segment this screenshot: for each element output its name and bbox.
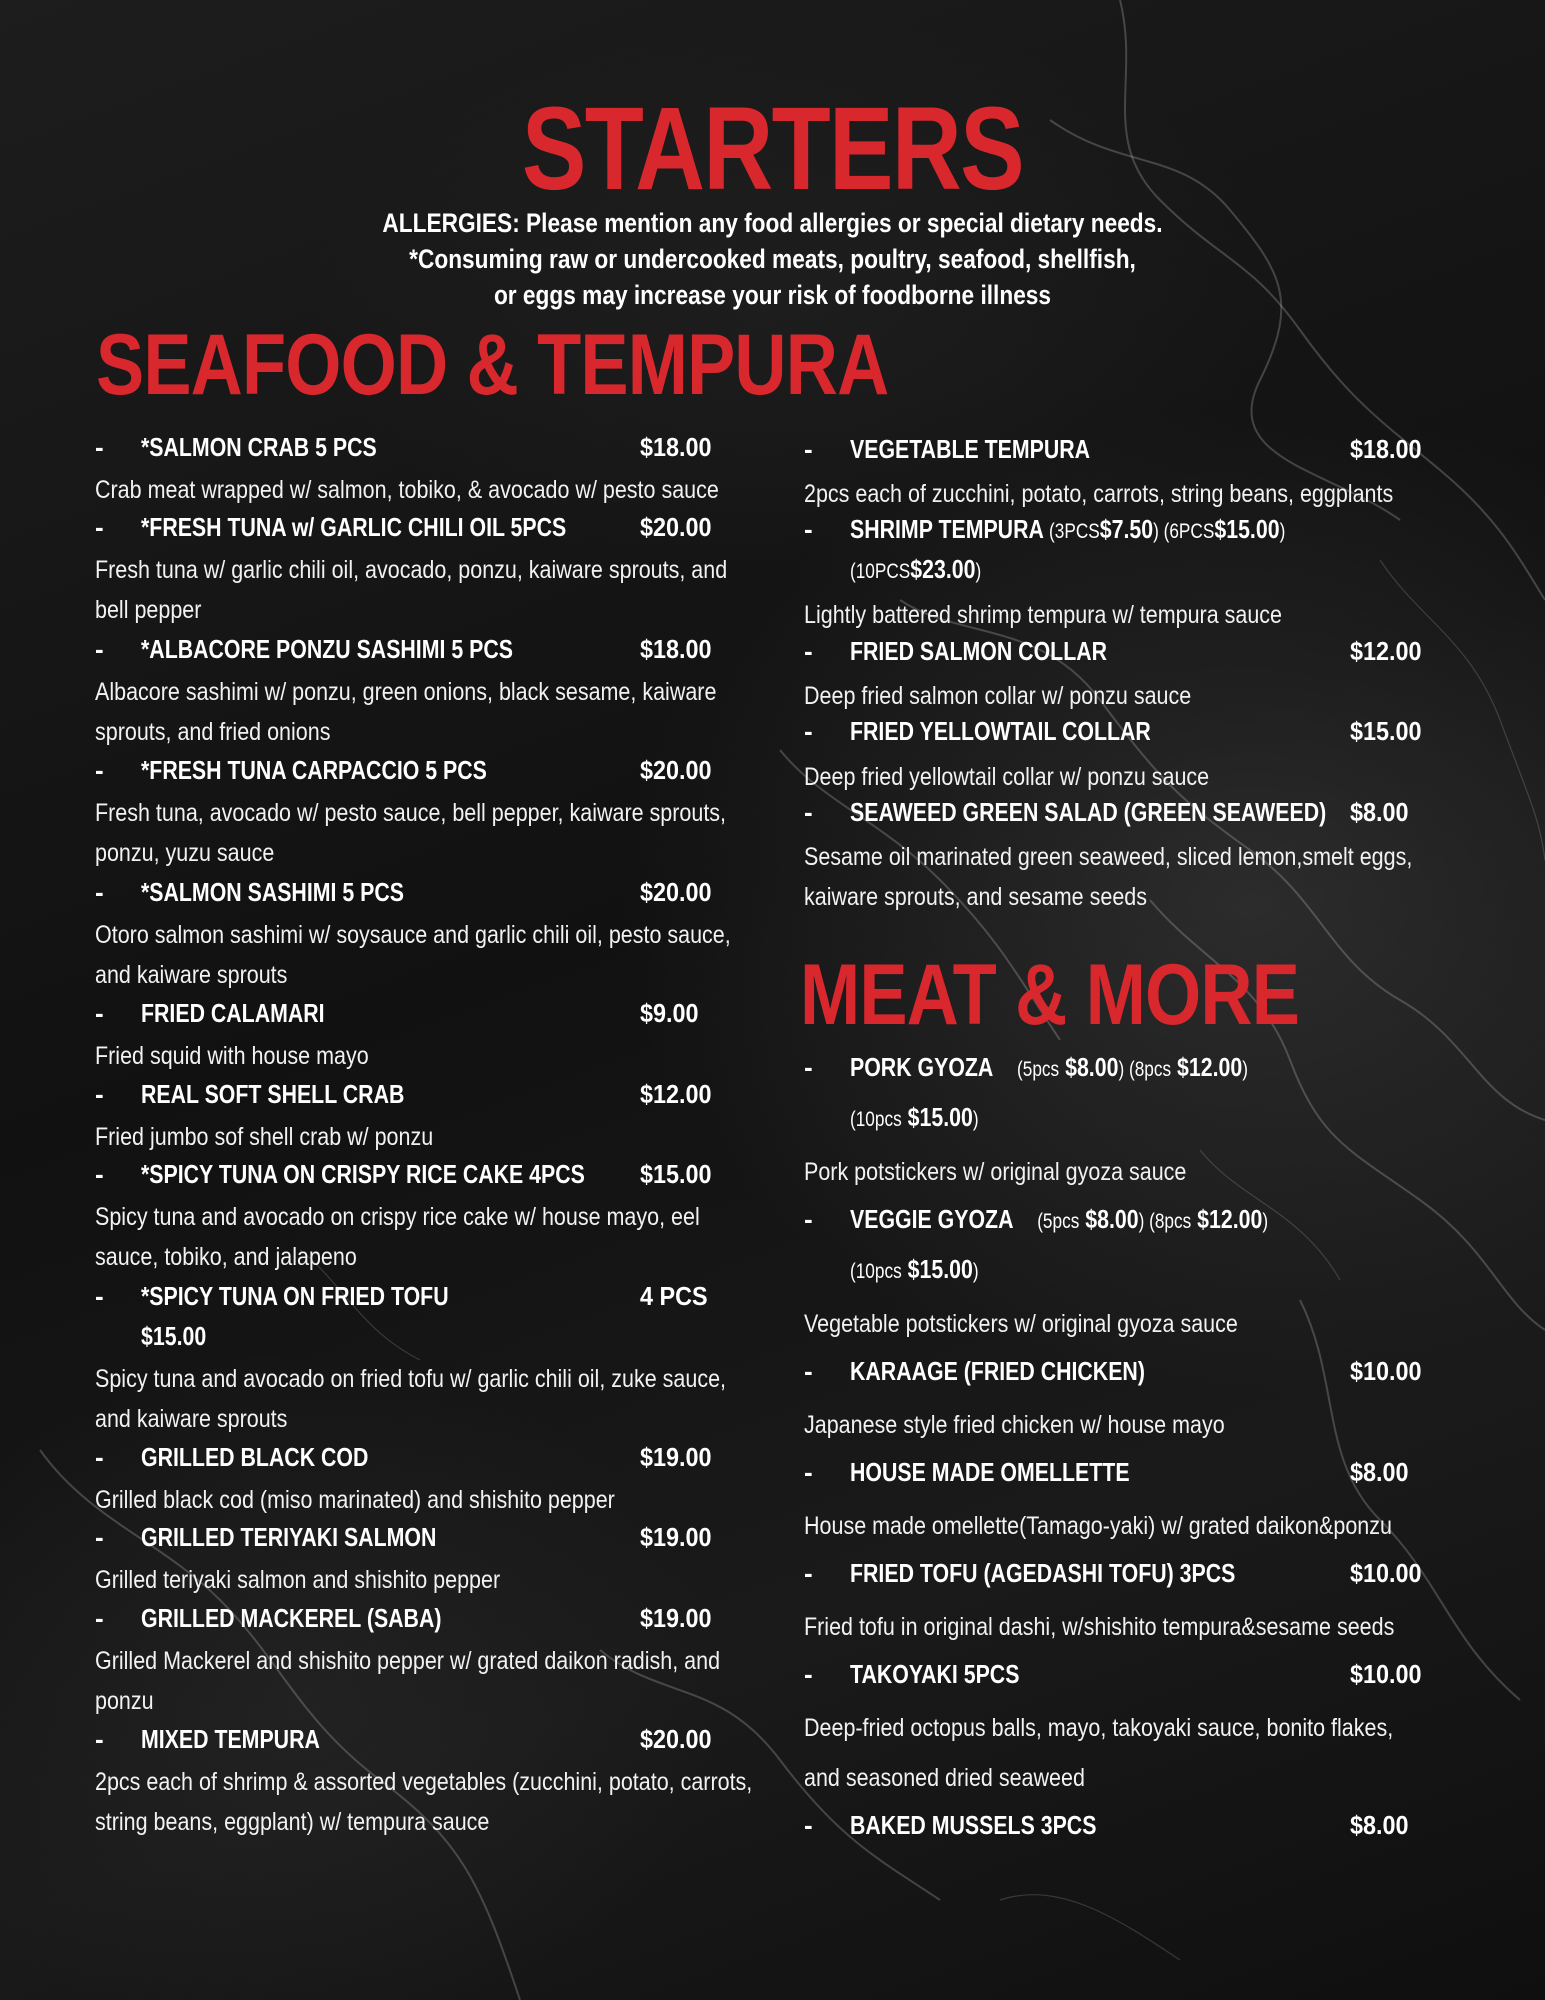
- option-label: (10pcs: [850, 1108, 902, 1131]
- option-price: $8.00: [1085, 1204, 1139, 1234]
- option-price: $12.00: [1177, 1052, 1243, 1082]
- item-dash: -: [95, 512, 104, 542]
- item-description: Spicy tuna and avocado on crispy rice cake w/ house mayo, eel: [95, 1203, 700, 1231]
- item-name-with-options: [850, 1204, 1268, 1235]
- item-description: Crab meat wrapped w/ salmon, tobiko, & avocado w/ pesto sauce: [95, 476, 719, 504]
- item-description: Fresh tuna, avocado w/ pesto sauce, bell pepper, kaiware sprouts,: [95, 799, 727, 827]
- option-label: ) (8pcs: [1118, 1058, 1172, 1081]
- item-name: KARAAGE (FRIED CHICKEN): [850, 1356, 1145, 1386]
- menu-item-row: [95, 1159, 795, 1197]
- item-dash: -: [804, 514, 813, 544]
- menu-item-row: [95, 432, 795, 470]
- item-dash: -: [804, 636, 813, 666]
- item-dash: -: [95, 755, 104, 785]
- item-description: Grilled black cod (miso marinated) and shishito pepper: [95, 1486, 615, 1514]
- item-name: GRILLED MACKEREL (SABA): [141, 1603, 442, 1633]
- item-price: $18.00: [1350, 434, 1422, 464]
- item-price: $19.00: [640, 1603, 712, 1633]
- item-name: FRIED TOFU (AGEDASHI TOFU) 3PCS: [850, 1558, 1236, 1588]
- item-name: FRIED YELLOWTAIL COLLAR: [850, 716, 1151, 746]
- menu-item-row: [95, 1442, 795, 1480]
- item-description: 2pcs each of zucchini, potato, carrots, string beans, eggplants: [804, 480, 1394, 508]
- item-description: House made omellette(Tamago-yaki) w/ grated daikon&ponzu: [804, 1512, 1392, 1540]
- menu-item-row: [95, 1079, 795, 1117]
- item-name: *SALMON SASHIMI 5 PCS: [141, 877, 404, 907]
- allergy-line: *Consuming raw or undercooked meats, poultry, seafood, shellfish,: [409, 244, 1136, 274]
- item-name-with-options: [850, 1052, 1248, 1083]
- section-heading-meat: MEAT & MORE: [800, 947, 1300, 1043]
- menu-item-row: [95, 998, 795, 1036]
- item-dash: -: [95, 432, 104, 462]
- item-price: $8.00: [1350, 1457, 1409, 1487]
- item-description: bell pepper: [95, 596, 202, 624]
- item-dash: -: [804, 1659, 813, 1689]
- item-dash: -: [95, 1603, 104, 1633]
- option-label: ): [972, 1260, 979, 1283]
- menu-item-row: [804, 797, 1524, 835]
- item-options-second-line: [850, 554, 981, 585]
- item-dash: -: [95, 877, 104, 907]
- item-description: Deep fried yellowtail collar w/ ponzu sauce: [804, 763, 1210, 791]
- item-price: $10.00: [1350, 1659, 1422, 1689]
- item-name: FRIED SALMON COLLAR: [850, 636, 1108, 666]
- item-price-secondary: $15.00: [141, 1321, 207, 1351]
- menu-item-row: [804, 1204, 1524, 1284]
- option-label: (3PCS: [1049, 520, 1100, 543]
- item-description: Fried jumbo sof shell crab w/ ponzu: [95, 1123, 434, 1151]
- menu-item-row: [95, 1724, 795, 1762]
- menu-item-row: [804, 1810, 1524, 1848]
- item-dash: -: [804, 1356, 813, 1386]
- item-options-second-line: [850, 1254, 979, 1285]
- option-label: ): [972, 1108, 979, 1131]
- item-dash: -: [804, 434, 813, 464]
- item-price: $8.00: [1350, 797, 1409, 827]
- item-description: Albacore sashimi w/ ponzu, green onions, black sesame, kaiware: [95, 678, 717, 706]
- item-price: $20.00: [640, 512, 712, 542]
- allergy-notice: [0, 205, 1545, 313]
- item-name: TAKOYAKI 5PCS: [850, 1659, 1020, 1689]
- item-name: VEGGIE GYOZA: [850, 1204, 1014, 1234]
- item-description: Grilled Mackerel and shishito pepper w/ grated daikon radish, and: [95, 1647, 721, 1675]
- item-options-second-line: [850, 1102, 979, 1133]
- item-name: GRILLED BLACK COD: [141, 1442, 369, 1472]
- item-dash: -: [95, 1079, 104, 1109]
- item-description: Pork potstickers w/ original gyoza sauce: [804, 1158, 1187, 1186]
- item-dash: -: [95, 998, 104, 1028]
- item-dash: -: [95, 1522, 104, 1552]
- item-name-with-options: [850, 514, 1285, 545]
- menu-item-row: [804, 1457, 1524, 1495]
- item-description: Fresh tuna w/ garlic chili oil, avocado, ponzu, kaiware sprouts, and: [95, 556, 728, 584]
- item-price: $20.00: [640, 755, 712, 785]
- option-label: ): [1242, 1058, 1248, 1081]
- option-price: $12.00: [1197, 1204, 1263, 1234]
- item-dash: -: [95, 1442, 104, 1472]
- item-price: $8.00: [1350, 1810, 1409, 1840]
- item-dash: -: [95, 1159, 104, 1189]
- menu-item-row: [804, 1659, 1524, 1697]
- option-price: $15.00: [1214, 514, 1280, 544]
- item-dash: -: [804, 716, 813, 746]
- item-name: SHRIMP TEMPURA: [850, 514, 1044, 544]
- item-name: *SPICY TUNA ON CRISPY RICE CAKE 4PCS: [141, 1159, 585, 1189]
- item-description: and kaiware sprouts: [95, 961, 288, 989]
- item-description: Japanese style fried chicken w/ house mayo: [804, 1411, 1225, 1439]
- option-price: $8.00: [1065, 1052, 1119, 1082]
- item-name: FRIED CALAMARI: [141, 998, 325, 1028]
- menu-item-row: [95, 1522, 795, 1560]
- menu-item-row: [95, 512, 795, 550]
- item-name: SEAWEED GREEN SALAD (GREEN SEAWEED): [850, 797, 1327, 827]
- option-label: ): [1262, 1210, 1269, 1233]
- item-price: $20.00: [640, 877, 712, 907]
- item-description: Vegetable potstickers w/ original gyoza sauce: [804, 1310, 1238, 1338]
- menu-item-row: [95, 755, 795, 793]
- item-price: $20.00: [640, 1724, 712, 1754]
- item-dash: -: [804, 1457, 813, 1487]
- item-name: PORK GYOZA: [850, 1052, 994, 1082]
- item-description: Fried squid with house mayo: [95, 1042, 369, 1070]
- item-description: Spicy tuna and avocado on fried tofu w/ garlic chili oil, zuke sauce,: [95, 1365, 727, 1393]
- menu-item-row: [804, 514, 1524, 584]
- item-price: $15.00: [640, 1159, 712, 1189]
- option-label: ): [1279, 520, 1286, 543]
- option-price: $15.00: [907, 1102, 973, 1132]
- option-price: $23.00: [910, 554, 976, 584]
- menu-item-row: [95, 877, 795, 915]
- item-price: $18.00: [640, 432, 712, 462]
- menu-item-row: [95, 634, 795, 672]
- menu-item-row: [804, 636, 1524, 674]
- item-name: GRILLED TERIYAKI SALMON: [141, 1522, 437, 1552]
- item-description: Deep-fried octopus balls, mayo, takoyaki sauce, bonito flakes,: [804, 1714, 1394, 1742]
- item-price: $12.00: [1350, 636, 1422, 666]
- item-dash: -: [95, 1281, 104, 1311]
- item-name: *SALMON CRAB 5 PCS: [141, 432, 377, 462]
- item-dash: -: [804, 1810, 813, 1840]
- option-label: ) (6PCS: [1153, 520, 1215, 543]
- item-description: Grilled teriyaki salmon and shishito pepper: [95, 1566, 501, 1594]
- item-description: ponzu, yuzu sauce: [95, 839, 275, 867]
- item-name: *FRESH TUNA CARPACCIO 5 PCS: [141, 755, 487, 785]
- allergy-line: ALLERGIES: Please mention any food allergies or special dietary needs.: [382, 208, 1163, 238]
- item-dash: -: [804, 797, 813, 827]
- option-label: (5pcs: [1037, 1210, 1080, 1233]
- item-price: $9.00: [640, 998, 699, 1028]
- item-name: REAL SOFT SHELL CRAB: [141, 1079, 405, 1109]
- item-price: $12.00: [640, 1079, 712, 1109]
- item-name: *SPICY TUNA ON FRIED TOFU: [141, 1281, 449, 1311]
- item-description: 2pcs each of shrimp & assorted vegetables (zucchini, potato, carrots,: [95, 1768, 753, 1796]
- item-description: string beans, eggplant) w/ tempura sauce: [95, 1808, 490, 1836]
- item-price: $10.00: [1350, 1356, 1422, 1386]
- option-label: (5pcs: [1017, 1058, 1060, 1081]
- section-heading-seafood: SEAFOOD & TEMPURA: [96, 317, 889, 413]
- item-description: Otoro salmon sashimi w/ soysauce and garlic chili oil, pesto sauce,: [95, 921, 731, 949]
- item-name: VEGETABLE TEMPURA: [850, 434, 1091, 464]
- item-price: $19.00: [640, 1522, 712, 1552]
- item-description: Lightly battered shrimp tempura w/ tempura sauce: [804, 601, 1283, 629]
- item-dash: -: [95, 634, 104, 664]
- menu-item-row: [95, 1281, 795, 1351]
- menu-item-row: [804, 434, 1524, 472]
- menu-item-row: [804, 716, 1524, 754]
- item-dash: -: [804, 1204, 813, 1234]
- menu-item-row: [95, 1603, 795, 1641]
- item-description: ponzu: [95, 1687, 154, 1715]
- item-dash: -: [804, 1052, 813, 1082]
- item-price: 4 PCS: [640, 1281, 708, 1311]
- option-label: (10pcs: [850, 1260, 902, 1283]
- option-label: ): [975, 560, 982, 583]
- item-name: *FRESH TUNA w/ GARLIC CHILI OIL 5PCS: [141, 512, 567, 542]
- option-label: ) (8pcs: [1138, 1210, 1192, 1233]
- item-price: $18.00: [640, 634, 712, 664]
- item-description: Deep fried salmon collar w/ ponzu sauce: [804, 682, 1192, 710]
- option-price: $7.50: [1099, 514, 1154, 544]
- item-description: and seasoned dried seaweed: [804, 1764, 1085, 1792]
- item-price: $15.00: [1350, 716, 1422, 746]
- item-dash: -: [95, 1724, 104, 1754]
- item-name: MIXED TEMPURA: [141, 1724, 320, 1754]
- item-description: sauce, tobiko, and jalapeno: [95, 1243, 357, 1271]
- item-name: *ALBACORE PONZU SASHIMI 5 PCS: [141, 634, 513, 664]
- item-dash: -: [804, 1558, 813, 1588]
- menu-item-row: [804, 1356, 1524, 1394]
- item-name: BAKED MUSSELS 3PCS: [850, 1810, 1097, 1840]
- menu-item-row: [804, 1052, 1524, 1132]
- item-price: $10.00: [1350, 1558, 1422, 1588]
- item-name: HOUSE MADE OMELLETTE: [850, 1457, 1130, 1487]
- item-description: kaiware sprouts, and sesame seeds: [804, 883, 1147, 911]
- item-description: Sesame oil marinated green seaweed, sliced lemon,smelt eggs,: [804, 843, 1413, 871]
- item-description: Fried tofu in original dashi, w/shishito tempura&sesame seeds: [804, 1613, 1395, 1641]
- item-price: $19.00: [640, 1442, 712, 1472]
- menu-item-row: [804, 1558, 1524, 1596]
- item-description: sprouts, and fried onions: [95, 718, 331, 746]
- page-title: STARTERS: [521, 83, 1024, 215]
- option-label: (10PCS: [850, 560, 911, 583]
- allergy-line: or eggs may increase your risk of foodborne illness: [493, 280, 1052, 310]
- option-price: $15.00: [907, 1254, 973, 1284]
- item-description: and kaiware sprouts: [95, 1405, 288, 1433]
